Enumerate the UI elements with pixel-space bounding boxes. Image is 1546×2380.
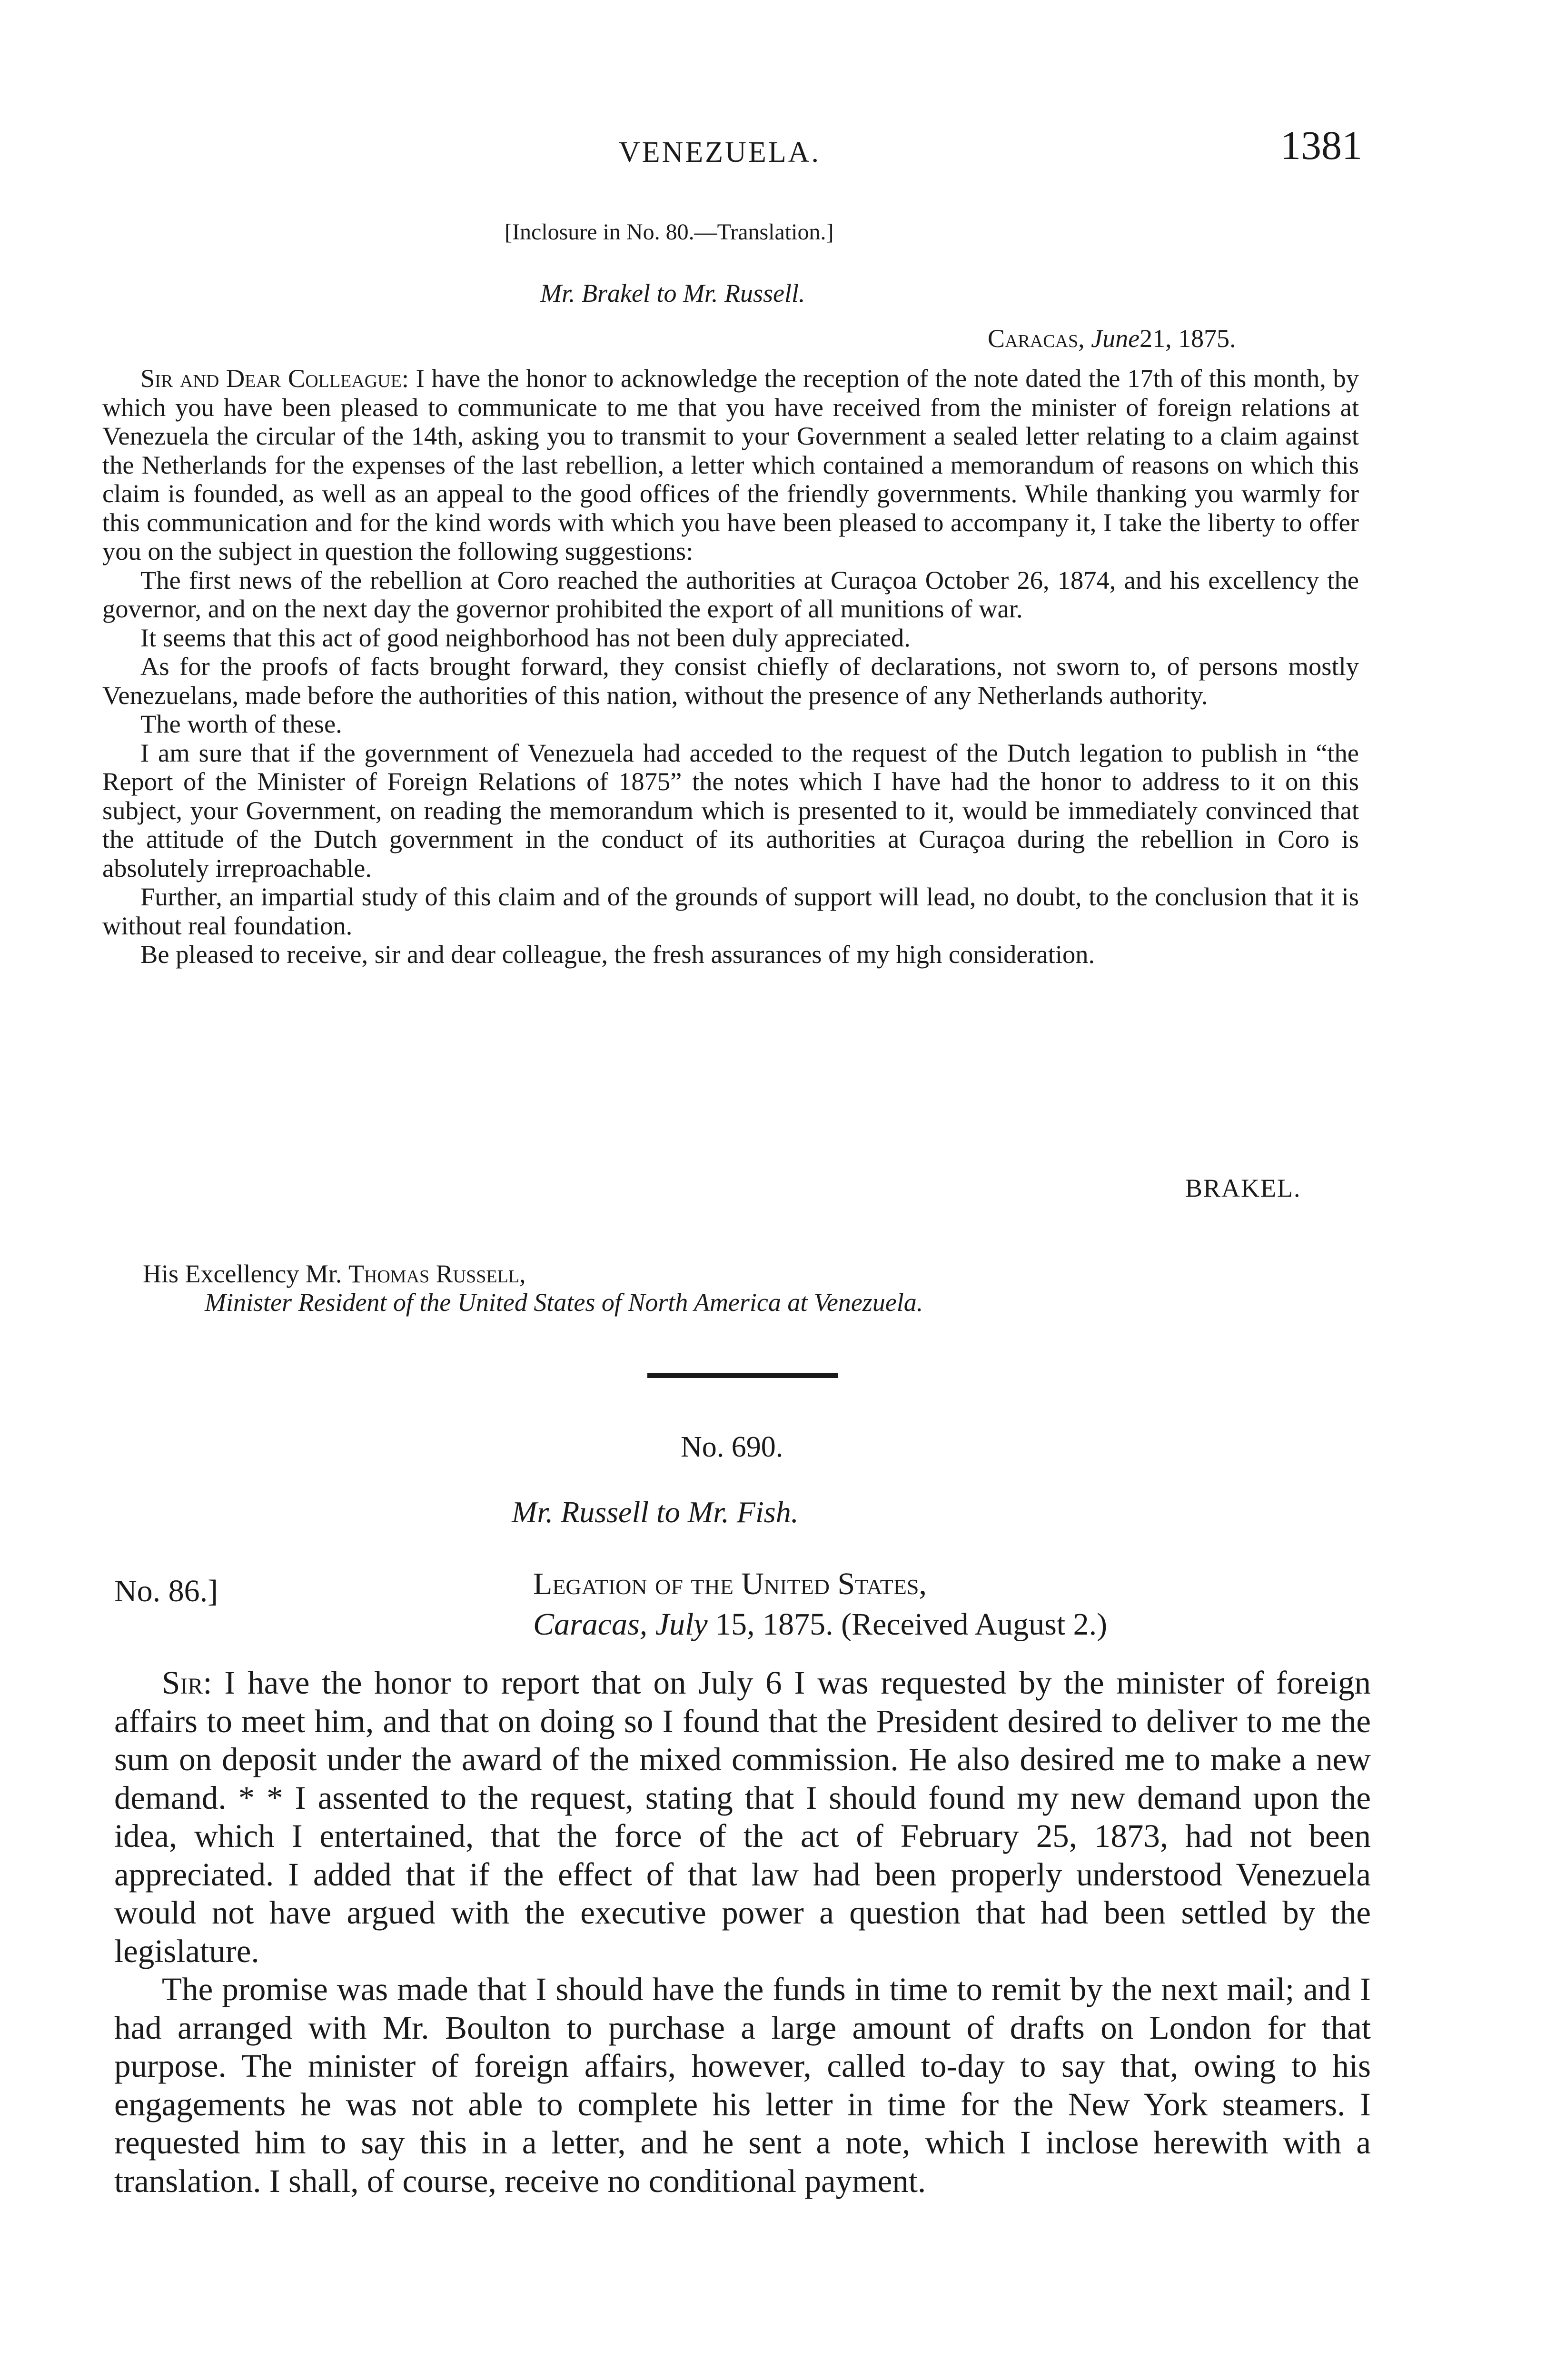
signature: BRAKEL. bbox=[1185, 1174, 1301, 1202]
document-heading: Mr. Russell to Mr. Fish. bbox=[512, 1495, 799, 1529]
addressee bbox=[143, 1259, 526, 1289]
paragraph: Sir and Dear Colleague: I have the honor to acknowledge the reception of the note dated the 17th of this month, by which you have been pleased to communicate to me that you have received from the minister of foreign relations at Venezuela the circular of the 14th, asking you to transmit to your Government a sealed letter relating to a claim against the Netherlands for the expenses of the last rebellion, a letter which contained a memorandum of reasons on which this claim is founded, as well as an appeal to the good offices of the friendly governments. While thanking you warmly for this communication and for the kind words with which you have been pleased to accompany it, I take the liberty to offer you on the subject in question the following suggestions: bbox=[102, 364, 1359, 565]
dateline-rest: 15, 1875. (Received August 2.) bbox=[715, 1607, 1108, 1642]
dateline-rest: 21, 1875. bbox=[1140, 324, 1236, 353]
addressee-title: Minister Resident of the United States of North America at Venezuela. bbox=[205, 1288, 923, 1317]
dateline-place: Caracas, bbox=[988, 324, 1085, 353]
addressee-prefix: His Excellency Mr. bbox=[143, 1259, 342, 1288]
document-dateline bbox=[533, 1606, 1107, 1643]
running-title: VENEZUELA. bbox=[619, 136, 821, 169]
paragraph: Further, an impartial study of this claim and of the grounds of support will lead, no doubt, to the conclusion that it is without real foundation. bbox=[102, 882, 1359, 940]
paragraph: The promise was made that I should have the funds in time to remit by the next mail; and I had arranged with Mr. Boulton to purchase a large amount of drafts on London for that purpose. The minister of foreign affairs, however, called to-day to say that, owing to his engagements he was not able to complete his letter in time for the New York steamers. I requested him to say this in a letter, and he sent a note, which I inclose herewith with a translation. I shall, of course, receive no conditional payment. bbox=[114, 1971, 1371, 2199]
salutation: Sir bbox=[162, 1665, 203, 1701]
letter-dateline bbox=[988, 324, 1236, 353]
page-number: 1381 bbox=[1280, 122, 1362, 168]
dateline-place: Caracas, bbox=[533, 1607, 648, 1642]
paragraph: I am sure that if the government of Venezuela had acceded to the request of the Dutch legation to publish in “the Report of the Minister of Foreign Relations of 1875” the notes which I have had the honor to address to it on this subject, your Government, on reading the memorandum which is presented to it, would be immediately convinced that the attitude of the Dutch government in the conduct of its authorities at Curaçoa during the rebellion in Coro is absolutely irreproachable. bbox=[102, 738, 1359, 883]
paragraph: As for the proofs of facts brought forward, they consist chiefly of declarations, not sworn to, of persons mostly Venezuelans, made before the authorities of this nation, without the presence of any Netherlands authority. bbox=[102, 652, 1359, 710]
paragraph: Sir: I have the honor to report that on July 6 I was requested by the minister of foreign affairs to meet him, and that on doing so I found that the President desired to deliver to me the sum on deposit under the award of the mixed commission. He also desired me to make a new demand. * * I assented to the request, stating that I should found my new demand upon the idea, which I entertained, that the force of the act of February 25, 1873, had not been appreciated. I added that if the effect of that law had been properly understood Venezuela would not have argued with the executive power a question that had been settled by the legislature. bbox=[114, 1665, 1371, 1969]
section-divider bbox=[647, 1373, 838, 1378]
dateline-month: July bbox=[655, 1607, 708, 1642]
paragraph: Be pleased to receive, sir and dear colleague, the fresh assurances of my high consideration. bbox=[140, 940, 1095, 969]
legation-line: Legation of the United States, bbox=[533, 1567, 927, 1601]
document-number: No. 690. bbox=[681, 1431, 783, 1463]
addressee-name: Thomas Russell, bbox=[348, 1259, 526, 1288]
dispatch-number: No. 86.] bbox=[114, 1574, 218, 1608]
paragraph: The first news of the rebellion at Coro reached the authorities at Curaçoa October 26, 1874, and his excellency the governor, and on the next day the governor prohibited the export of all munitions of war. bbox=[102, 565, 1359, 623]
dateline-month: June bbox=[1091, 324, 1140, 353]
salutation: Sir and Dear Colleague bbox=[140, 364, 402, 393]
paragraph: It seems that this act of good neighborhood has not been duly appreciated. bbox=[140, 623, 911, 652]
inclosure-label: [Inclosure in No. 80.—Translation.] bbox=[505, 219, 834, 245]
letter-heading: Mr. Brakel to Mr. Russell. bbox=[540, 279, 805, 307]
paragraph: The worth of these. bbox=[140, 709, 342, 738]
inclosure-body bbox=[102, 364, 1359, 969]
document-body bbox=[114, 1664, 1371, 2200]
